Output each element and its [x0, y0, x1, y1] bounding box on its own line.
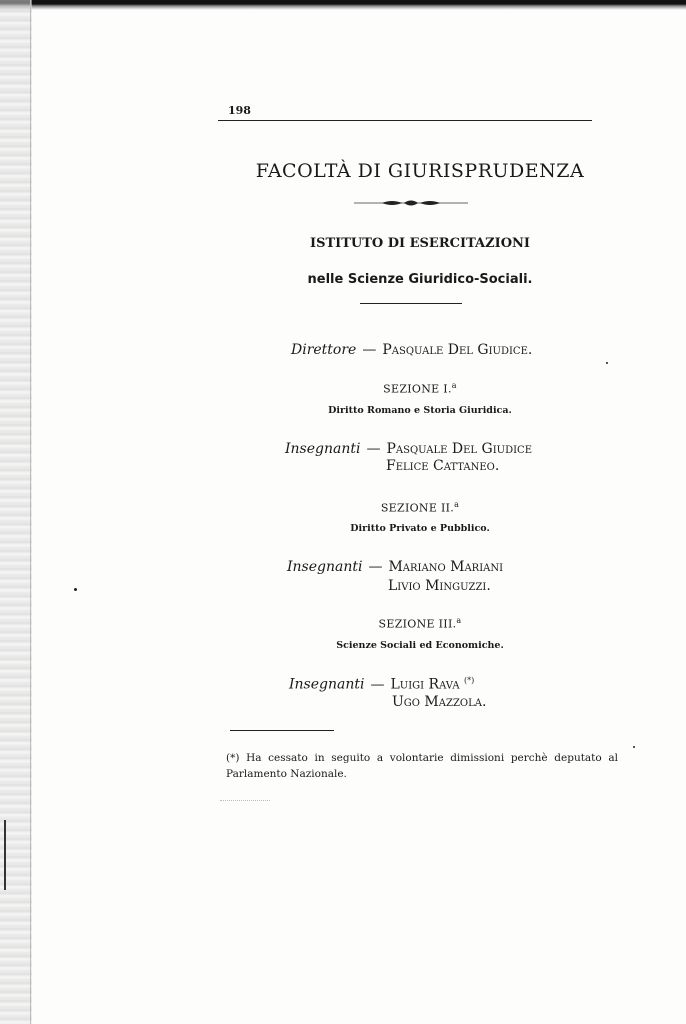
section-3-teacher-1: Luigi Rava [390, 676, 460, 693]
section-rule [360, 303, 462, 304]
section-2-teacher-2: Livio Minguzzi. [388, 578, 491, 594]
section-1-title [180, 381, 660, 396]
scan-binding-mark [4, 820, 6, 890]
section-3-title-sup: a [456, 616, 462, 625]
section-2-teacher-1: Mariano Mariani [388, 559, 504, 575]
scan-binding-line [30, 0, 31, 1024]
director-line [291, 342, 532, 358]
section-1-teacher-2: Felice Cattaneo. [386, 458, 500, 474]
section-1-role: Insegnanti [285, 441, 361, 457]
scan-faint-mark [220, 800, 270, 802]
director-name: Pasquale Del Giudice. [382, 342, 533, 358]
scan-speck [74, 588, 77, 591]
footnote-marker: (*) [464, 676, 475, 685]
institute-subtitle: nelle Scienze Giuridico-Sociali. [307, 272, 533, 287]
section-2-title-sup: a [454, 500, 460, 509]
header-rule [218, 120, 592, 121]
section-2-title-text: SEZIONE II. [380, 501, 455, 515]
page-number: 198 [228, 104, 251, 117]
ornament-divider [352, 198, 470, 208]
section-3-subject: Scienze Sociali ed Economiche. [336, 640, 504, 651]
section-3-teachers-line [289, 676, 474, 693]
section-1-teachers-line [285, 441, 532, 457]
footnote-text: (*) Ha cessato in seguito a volontarie dimissioni perchè deputato al Parlamento Nazionale. [226, 752, 618, 781]
section-2-dash: — [368, 559, 383, 575]
section-3-title-text: SEZIONE III. [378, 617, 457, 631]
section-3-role: Insegnanti [289, 676, 365, 693]
institute-title: ISTITUTO DI ESERCITAZIONI [310, 236, 530, 251]
section-2-teachers-line [287, 559, 503, 575]
faculty-title: FACOLTÀ DI GIURISPRUDENZA [255, 160, 585, 182]
section-1-title-text: SEZIONE I. [383, 382, 452, 396]
section-3-teacher-2: Ugo Mazzola. [392, 694, 487, 710]
section-1-subject: Diritto Romano e Storia Giuridica. [328, 405, 512, 416]
scan-top-edge [0, 0, 686, 10]
section-2-title [180, 500, 660, 515]
footnote-rule [230, 730, 334, 731]
section-2-role: Insegnanti [287, 559, 363, 575]
scan-speck [633, 746, 635, 748]
section-3-title [180, 616, 660, 631]
section-2-subject: Diritto Privato e Pubblico. [350, 523, 490, 534]
scan-speck [606, 362, 608, 364]
section-1-teacher-1: Pasquale Del Giudice [386, 441, 532, 457]
section-3-dash: — [370, 676, 385, 693]
director-dash: — [362, 342, 377, 358]
section-1-dash: — [366, 441, 381, 457]
section-1-title-sup: a [451, 381, 457, 390]
director-role: Direttore [291, 342, 357, 358]
